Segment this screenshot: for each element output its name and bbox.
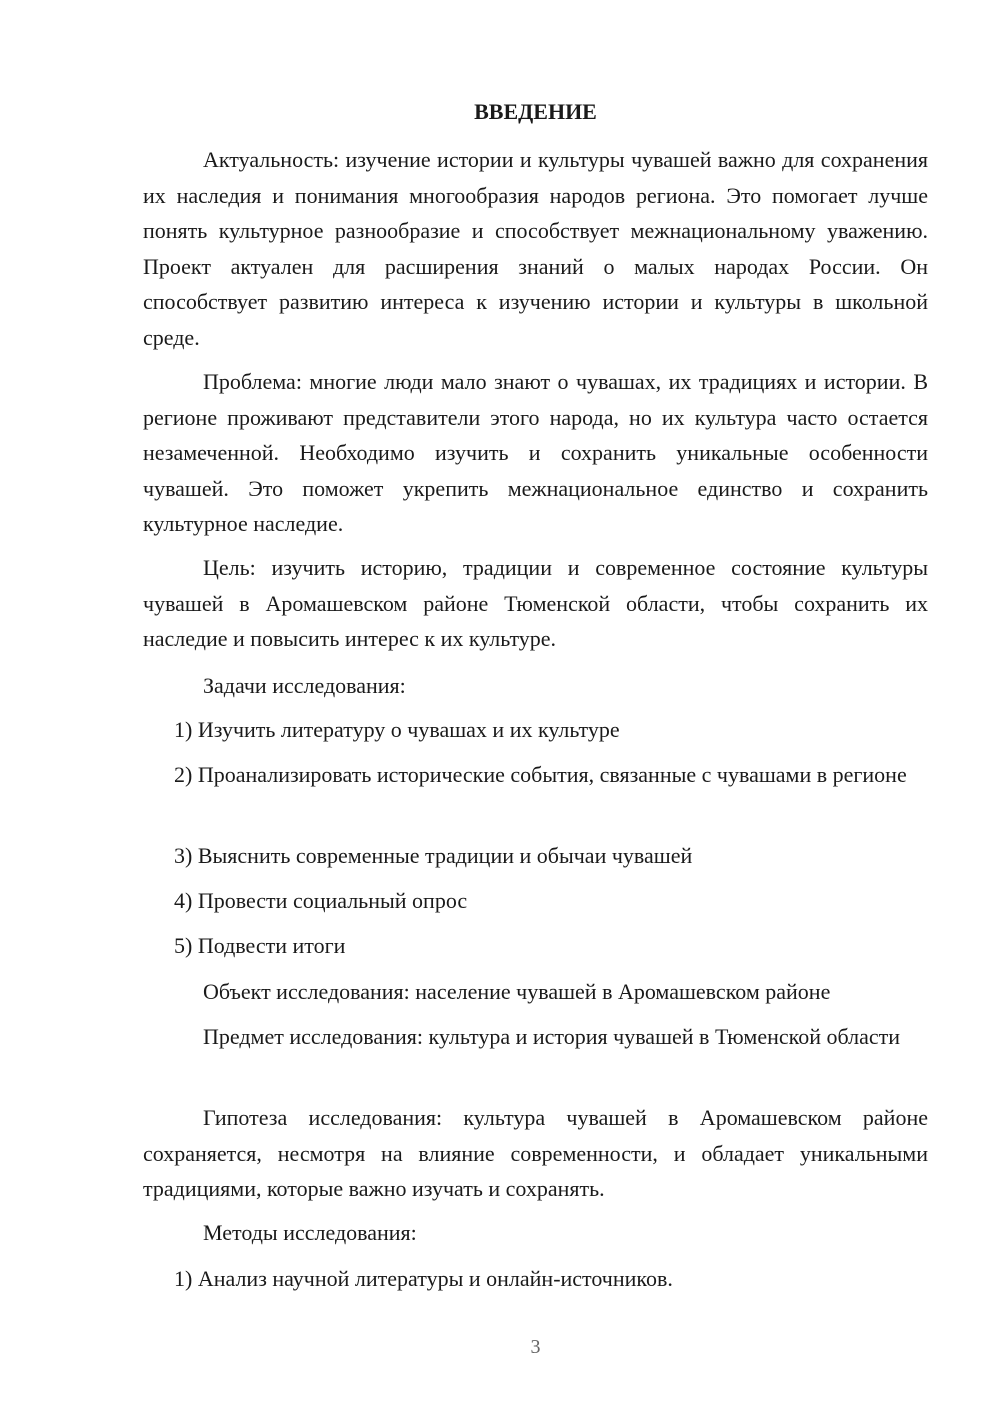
page-number: 3 — [530, 1336, 541, 1358]
task-item-5: 5) Подвести итоги — [174, 933, 346, 958]
task-item-4: 4) Провести социальный опрос — [174, 888, 468, 913]
problem-paragraph: Проблема: многие люди мало знают о чувашах, их традициях и истории. В регионе проживают представители этого народа, но их культура часто остается незамеченной. Необходимо изучить и сохранить уникальные особенности чувашей. Это поможет укрепить межнациональное единство и сохранить культурное наследие. — [143, 369, 928, 536]
object-paragraph: Объект исследования: население чувашей в Аромашевском районе — [203, 979, 831, 1004]
document-page — [143, 0, 928, 1414]
relevance-paragraph: Актуальность: изучение истории и культуры чувашей важно для сохранения их наследия и понимания многообразия народов региона. Это помогает лучше понять культурное разнообразие и способствует межнациональному уважению. Проект актуален для расширения знаний о малых народах России. Он способствует развитию интереса к изучению истории и культуры в школьной среде. — [143, 147, 928, 350]
subject-paragraph: Предмет исследования: культура и история чувашей в Тюменской области — [203, 1024, 901, 1049]
method-item-1: 1) Анализ научной литературы и онлайн-источников. — [174, 1266, 673, 1291]
goal-paragraph: Цель: изучить историю, традиции и современное состояние культуры чувашей в Аромашевском районе Тюменской области, чтобы сохранить их наследие и повысить интерес к их культуре. — [143, 555, 928, 651]
task-item-2: 2) Проанализировать исторические события, связанные с чувашами в регионе — [174, 762, 907, 787]
hypothesis-paragraph: Гипотеза исследования: культура чувашей в Аромашевском районе сохраняется, несмотря на влияние современности, и обладает уникальными традициями, которые важно изучать и сохранять. — [143, 1105, 928, 1201]
tasks-title: Задачи исследования: — [203, 673, 406, 698]
task-item-3: 3) Выяснить современные традиции и обычаи чувашей — [174, 843, 693, 868]
methods-title: Методы исследования: — [203, 1220, 417, 1245]
section-heading: ВВЕДЕНИЕ — [474, 99, 597, 124]
task-item-1: 1) Изучить литературу о чувашах и их культуре — [174, 717, 620, 742]
